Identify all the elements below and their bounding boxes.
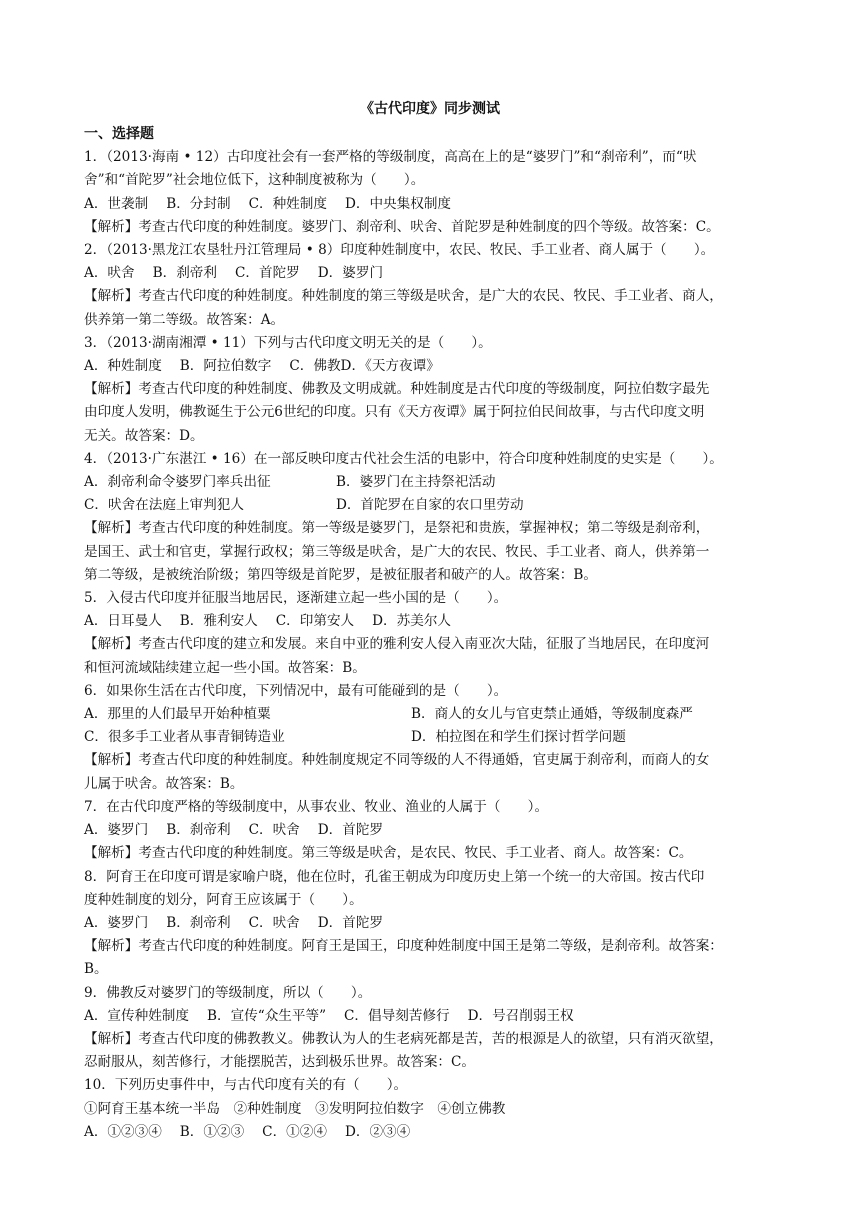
option-a: A．婆罗门 (84, 822, 149, 839)
option-b: B．①②③ (179, 1123, 245, 1140)
answer-options (84, 726, 782, 749)
question-stem: 7．在古代印度严格的等级制度中，从事农业、牧业、渔业的人属于（ ）。 (84, 798, 549, 815)
option-d: D．②③④ (344, 1123, 411, 1140)
question-items: ①阿育王基本统一半岛 ②种姓制度 ③发明阿拉伯数字 ④创立佛教 (84, 1100, 506, 1117)
explanation: 儿属于吠舍。故答案：B。 (84, 775, 244, 792)
option-d: D．苏美尔人 (372, 613, 452, 630)
option-a: A．世袭制 (84, 195, 149, 212)
explanation: 供养第一第二等级。故答案：A。 (84, 311, 285, 328)
option-c: C．首陀罗 (234, 265, 300, 282)
explanation: 由印度人发明，佛教诞生于公元6世纪的印度。只有《天方夜谭》属于阿拉伯民间故事，与古代印度文明 (84, 404, 705, 421)
question-stem: 5．入侵古代印度并征服当地居民，逐渐建立起一些小国的是（ ）。 (84, 590, 508, 607)
answer-options (84, 193, 782, 216)
answer-options (84, 703, 782, 726)
option-b: B．刹帝利 (166, 914, 231, 931)
option-a: A．种姓制度 (84, 358, 162, 375)
question-stem: 4．（2013·广东湛江 • 16）在一部反映印度古代社会生活的电影中，符合印度种姓制度的史实是（ ）。 (84, 450, 723, 467)
question-5 (84, 587, 782, 680)
answer-options (84, 262, 782, 285)
question-2 (84, 239, 782, 332)
option-c: C．倡导刻苦修行 (344, 1007, 450, 1024)
answer-options (84, 494, 782, 517)
page-title: 《古代印度》同步测试 (360, 101, 500, 117)
question-stem: 10．下列历史事件中，与古代印度有关的有（ ）。 (84, 1077, 408, 1094)
section-heading: 一、选择题 (84, 126, 154, 142)
option-d: D．首陀罗 (317, 822, 384, 839)
question-9 (84, 982, 782, 1075)
answer-options (84, 610, 782, 633)
option-a: A．刹帝利命令婆罗门率兵出征 (84, 474, 271, 491)
option-b: B．商人的女儿与官吏禁止通婚，等级制度森严 (411, 706, 693, 723)
explanation: 【解析】考查古代印度的种姓制度。婆罗门、刹帝利、吠舍、首陀罗是种姓制度的四个等级。故答案：C。 (84, 218, 720, 235)
option-b: B．分封制 (166, 195, 231, 212)
option-a: A．那里的人们最早开始种植粟 (84, 706, 271, 723)
question-8 (84, 866, 782, 982)
question-stem: 8．阿育王在印度可谓是家喻户晓，他在位时，孔雀王朝成为印度历史上第一个统一的大帝国。按古代印 (84, 868, 705, 885)
option-c: C．佛教 (289, 358, 341, 375)
option-b: B．婆罗门在主持祭祀活动 (336, 474, 496, 491)
option-c: C．吠舍 (248, 822, 300, 839)
answer-options (84, 1005, 782, 1028)
explanation: 【解析】考查古代印度的种姓制度。种姓制度规定不同等级的人不得通婚，官吏属于刹帝利，而商人的女 (84, 752, 710, 769)
explanation: 【解析】考查古代印度的建立和发展。来自中亚的雅利安人侵入南亚次大陆，征服了当地居民，在印度河 (84, 636, 710, 653)
question-stem: 度种姓制度的划分，阿育王应该属于（ ）。 (84, 891, 363, 908)
option-d: D．首陀罗 (317, 914, 384, 931)
question-1 (84, 146, 782, 239)
option-c: C．印第安人 (275, 613, 355, 630)
explanation: 和恒河流域陆续建立起一些小国。故答案：B。 (84, 659, 366, 676)
answer-options (84, 1121, 782, 1144)
option-c: C．很多手工业者从事青铜铸造业 (84, 729, 285, 746)
explanation: 【解析】考查古代印度的种姓制度。第三等级是吠舍，是农民、牧民、手工业者、商人。故答案：C。 (84, 845, 693, 862)
explanation: 【解析】考查古代印度的种姓制度、佛教及文明成就。种姓制度是古代印度的等级制度，阿拉伯数字最先 (84, 381, 710, 398)
answer-options (84, 355, 782, 378)
option-a: A．吠舍 (84, 265, 135, 282)
explanation: 是国王、武士和官吏，掌握行政权；第三等级是吠舍，是广大的农民、牧民、手工业者、商人，供养第一 (84, 543, 710, 560)
option-d: D．首陀罗在自家的农口里劳动 (336, 497, 524, 514)
explanation: 【解析】考查古代印度的种姓制度。第一等级是婆罗门，是祭祀和贵族，掌握神权；第二等级是刹帝利， (84, 520, 710, 537)
explanation: 忍耐服从，刻苦修行，才能摆脱苦，达到极乐世界。故答案：C。 (84, 1054, 476, 1071)
option-a: A．婆罗门 (84, 914, 149, 931)
explanation: 第二等级，是被统治阶级；第四等级是首陀罗，是被征服者和破产的人。故答案：B。 (84, 566, 597, 583)
question-stem: 3．（2013·湖南湘潭 • 11）下列与古代印度文明无关的是（ ）。 (84, 334, 492, 351)
question-stem: 舍”和“首陀罗”社会地位低下，这种制度被称为（ ）。 (84, 172, 425, 189)
option-c: C．吠舍 (248, 914, 300, 931)
option-c: C．种姓制度 (248, 195, 327, 212)
question-stem: 9．佛教反对婆罗门的等级制度，所以（ ）。 (84, 984, 372, 1001)
option-d: D．号召削弱王权 (467, 1007, 574, 1024)
explanation: 无关。故答案：D。 (84, 427, 204, 444)
question-stem: 2．（2013·黑龙江农垦牡丹江管理局 • 8）印度种姓制度中，农民、牧民、手工业者、商人属于（ ）。 (84, 242, 715, 259)
answer-options (84, 912, 782, 935)
option-c: C．吠舍在法庭上审判犯人 (84, 497, 244, 514)
option-d: D．婆罗门 (317, 265, 384, 282)
option-b: B．宣传“众生平等” (206, 1007, 327, 1024)
explanation: 【解析】考查古代印度的佛教教义。佛教认为人的生老病死都是苦，苦的根源是人的欲望，只有消灭欲望， (84, 1030, 723, 1047)
option-b: B．刹帝利 (152, 265, 217, 282)
explanation: 【解析】考查古代印度的种姓制度。阿育王是国王，印度种姓制度中国王是第二等级，是刹帝利。故答案： (84, 938, 723, 955)
explanation: 【解析】考查古代印度的种姓制度。种姓制度的第三等级是吠舍，是广大的农民、牧民、手工业者、商人， (84, 288, 723, 305)
answer-options (84, 819, 782, 842)
question-3 (84, 332, 782, 448)
question-6 (84, 680, 782, 796)
question-7 (84, 796, 782, 866)
option-d: D．中央集权制度 (344, 195, 452, 212)
option-a: A．宣传种姓制度 (84, 1007, 189, 1024)
question-stem: 1．（2013·海南 • 12）古印度社会有一套严格的等级制度，高高在上的是“婆罗门”和“刹帝利”，而“吠 (84, 149, 697, 166)
option-a: A．①②③④ (84, 1123, 162, 1140)
question-stem: 6．如果你生活在古代印度，下列情况中，最有可能碰到的是（ ）。 (84, 682, 508, 699)
option-b: B．雅利安人 (179, 613, 258, 630)
question-4 (84, 448, 782, 587)
answer-options (84, 471, 782, 494)
question-10 (84, 1074, 782, 1144)
option-d: D．柏拉图在和学生们探讨哲学问题 (411, 729, 626, 746)
option-c: C．①②④ (262, 1123, 327, 1140)
option-b: B．刹帝利 (166, 822, 231, 839)
option-a: A．日耳曼人 (84, 613, 162, 630)
explanation: B。 (84, 961, 108, 978)
document-body (84, 123, 782, 1144)
option-b: B．阿拉伯数字 (179, 358, 272, 375)
option-d: D．《天方夜谭》 (340, 358, 440, 375)
